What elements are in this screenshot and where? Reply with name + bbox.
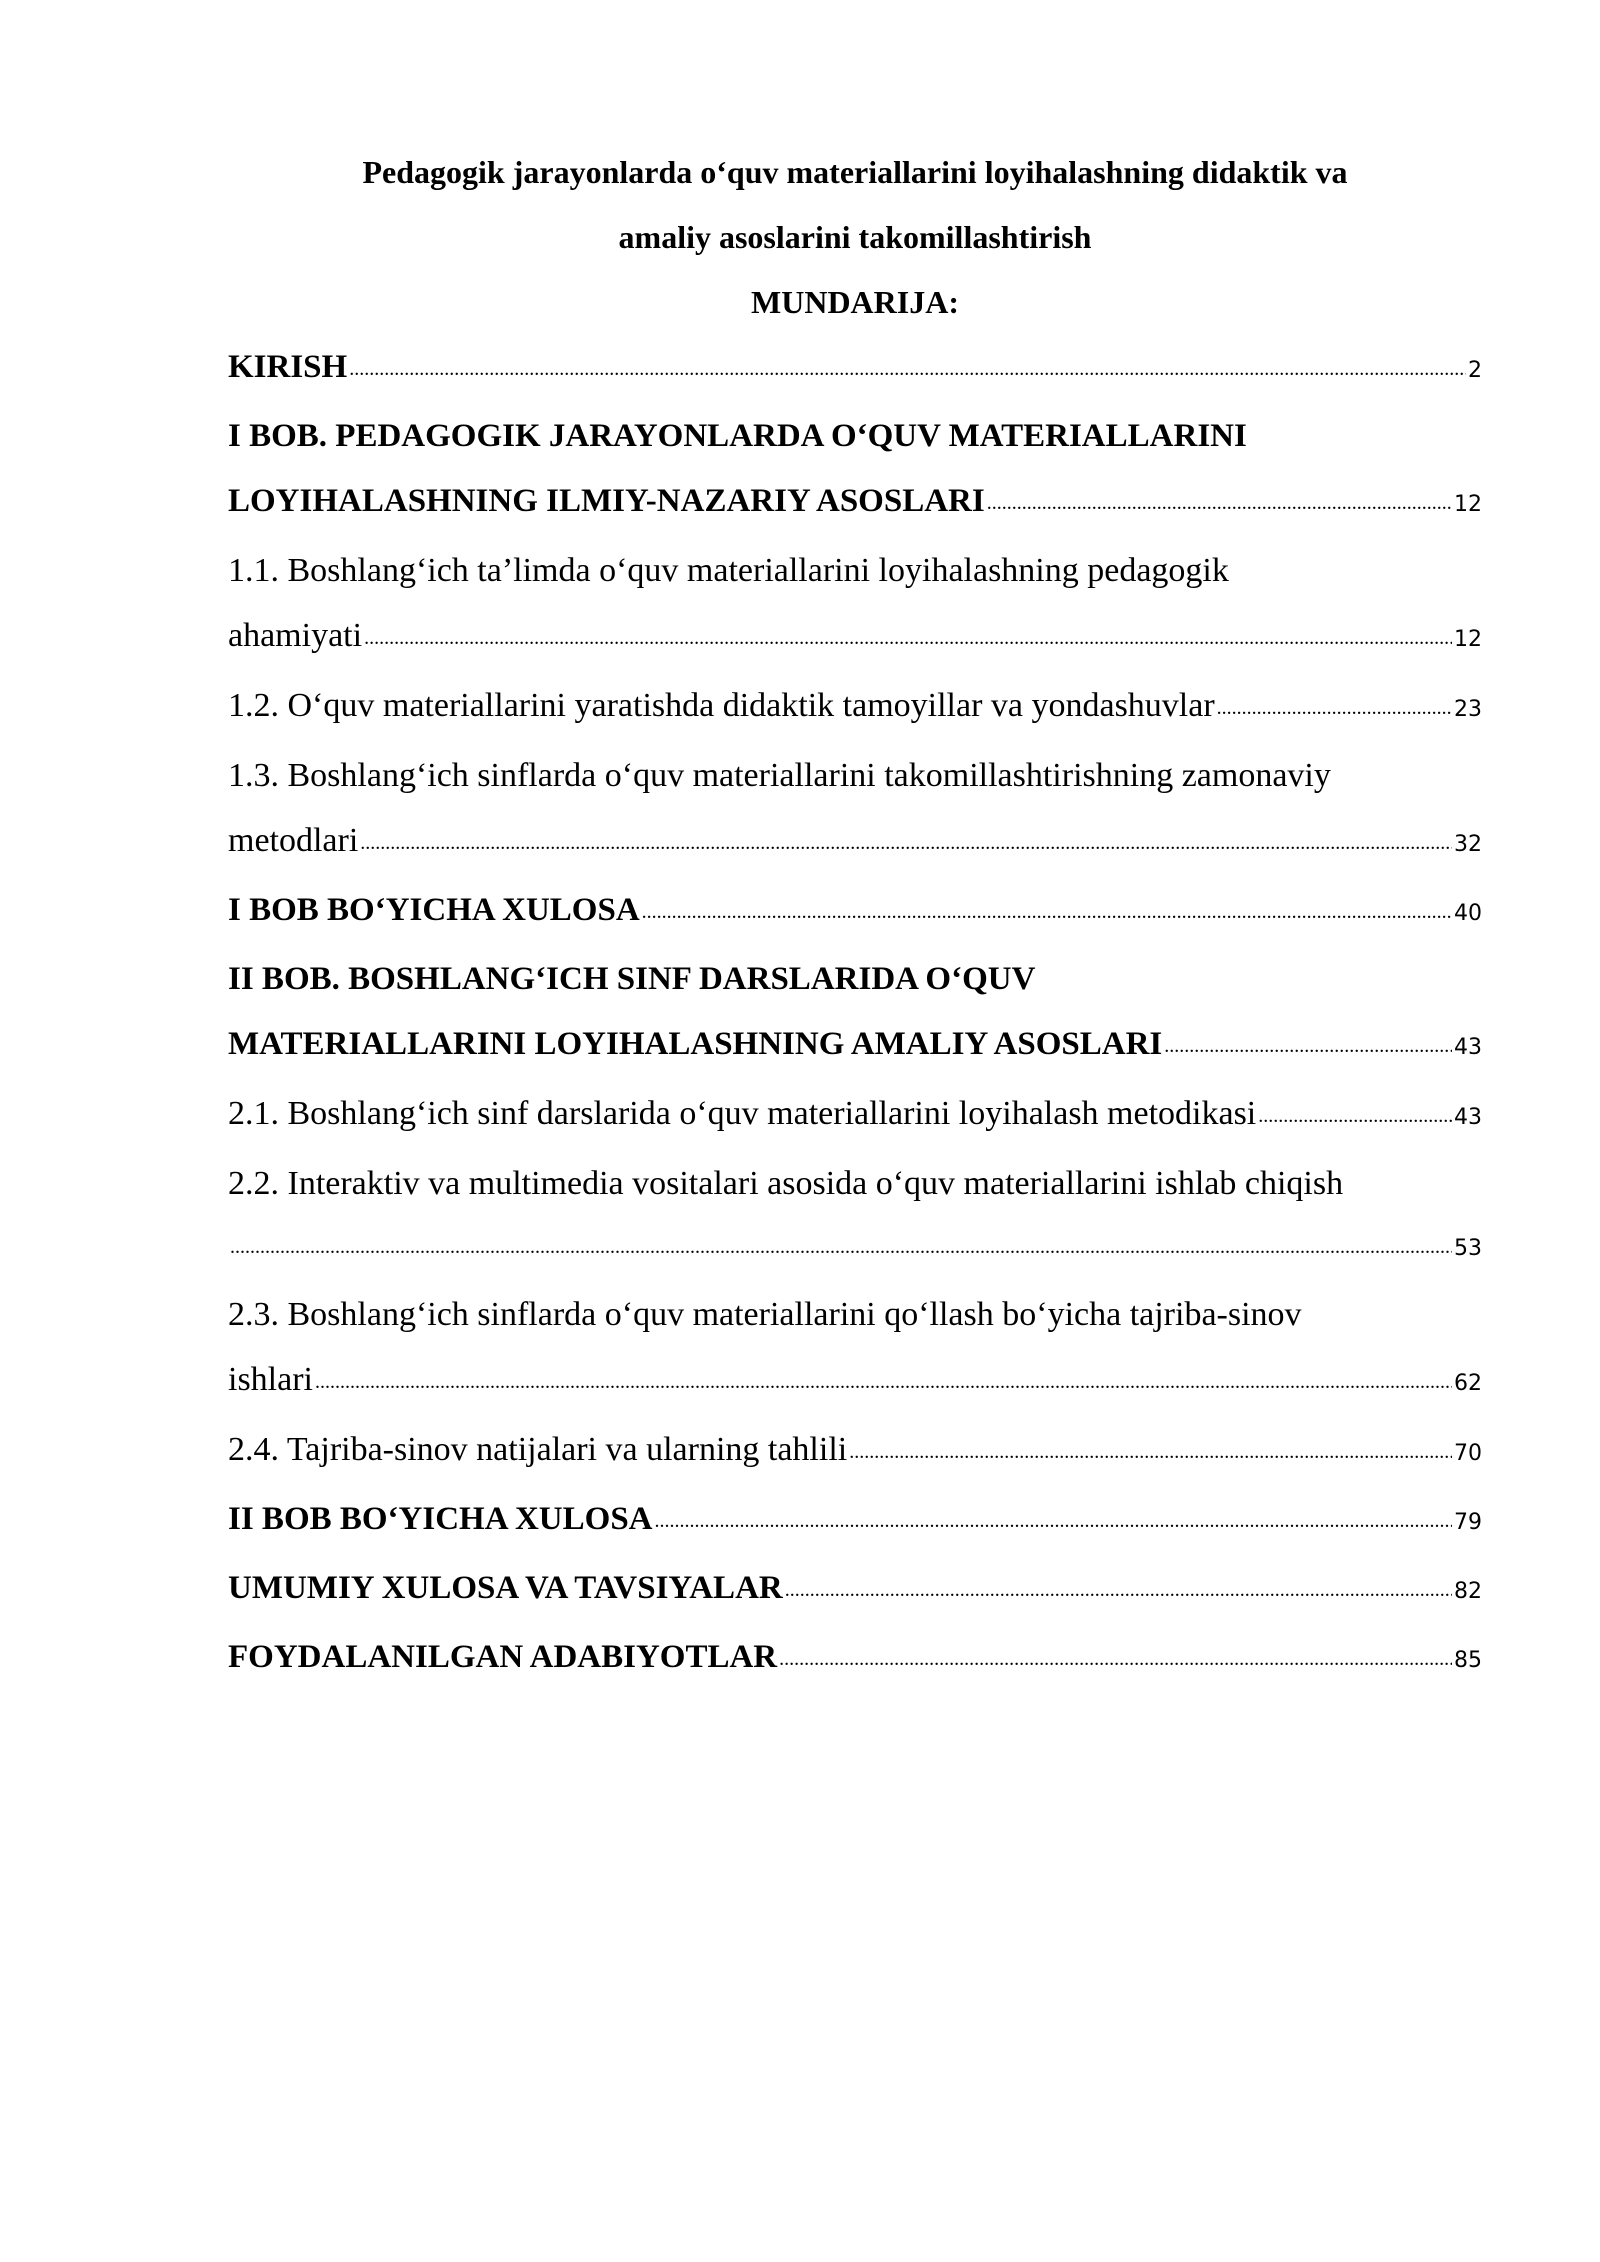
toc-entry-page-number: 32 [1454, 832, 1482, 857]
toc-entry [228, 404, 1482, 538]
toc-entry [228, 1487, 1482, 1556]
document-title-line2: amaliy asoslarini takomillashtirish [618, 219, 1092, 255]
dot-leader [349, 337, 1466, 402]
dot-leader [779, 1627, 1452, 1692]
toc-entry-line [228, 469, 1482, 538]
toc-entry-title: ishlari [228, 1361, 313, 1398]
toc-entry-title: LOYIHALASHNING ILMIY-NAZARIY ASOSLARI [228, 483, 985, 519]
toc-entry [228, 673, 1482, 743]
toc-entry-title-first-line: 2.2. Interaktiv va multimedia vositalari asosida o‘quv materiallarini ishlab chiqish [228, 1165, 1344, 1202]
dot-leader [1164, 1014, 1452, 1079]
toc-entry [228, 947, 1482, 1081]
toc-entry-line [228, 1081, 1482, 1151]
dot-leader [360, 811, 1452, 876]
dot-leader [849, 1420, 1452, 1485]
toc-entry-line [228, 335, 1482, 404]
toc-entry-title: 1.2. O‘quv materiallarini yaratishda didaktik tamoyillar va yondashuvlar [228, 687, 1215, 724]
toc-entry-line [228, 1347, 1482, 1417]
toc-entry-title: I BOB BO‘YICHA XULOSA [228, 892, 640, 928]
toc-entry-title: KIRISH [228, 349, 348, 385]
toc-entry-title-first-line: 2.3. Boshlang‘ich sinflarda o‘quv materiallarini qo‘llash bo‘yicha tajriba-sinov [228, 1296, 1302, 1333]
toc-entry-page-number: 70 [1454, 1441, 1482, 1466]
toc-entry-line [228, 673, 1482, 743]
toc-entry [228, 878, 1482, 947]
toc-entry-page-number: 40 [1454, 901, 1482, 926]
toc-entry-line [228, 1487, 1482, 1556]
toc-entry-line [228, 1417, 1482, 1487]
dot-leader [642, 880, 1452, 945]
toc-entry-line [228, 1216, 1482, 1282]
dot-leader [1258, 1084, 1452, 1149]
toc-entry-line [228, 1625, 1482, 1694]
toc-entry-title: UMUMIY XULOSA VA TAVSIYALAR [228, 1570, 783, 1606]
dot-leader [364, 606, 1452, 671]
toc-entry-line [228, 1012, 1482, 1081]
toc-entry [228, 1282, 1482, 1417]
toc-entry-title-first-line: 1.3. Boshlang‘ich sinflarda o‘quv materiallarini takomillashtirishning zamonaviy [228, 757, 1331, 794]
document-title-line1: Pedagogik jarayonlarda o‘quv materiallarini loyihalashning didaktik va [362, 154, 1348, 190]
toc-entry-page-number: 12 [1454, 492, 1482, 517]
toc-entry-page-number: 62 [1454, 1371, 1482, 1396]
toc-entry-title: 2.1. Boshlang‘ich sinf darslarida o‘quv materiallarini loyihalash metodikasi [228, 1095, 1257, 1132]
toc-heading: MUNDARIJA: [751, 284, 959, 320]
toc-entry-title: metodlari [228, 822, 359, 859]
toc-entry-page-number: 85 [1454, 1648, 1482, 1673]
toc-entry-page-number: 82 [1454, 1579, 1482, 1604]
toc-entry-title: 2.4. Tajriba-sinov natijalari va ularning tahlili [228, 1431, 848, 1468]
toc-entry-page-number: 43 [1454, 1035, 1482, 1060]
toc-entry-title: ahamiyati [228, 617, 363, 654]
toc-entry-page-number: 43 [1454, 1105, 1482, 1130]
toc-entry-title: II BOB BO‘YICHA XULOSA [228, 1501, 653, 1537]
toc-entry-title-first-line: I BOB. PEDAGOGIK JARAYONLARDA O‘QUV MATERIALLARINI [228, 418, 1247, 454]
toc-entry [228, 1417, 1482, 1487]
toc-entry-page-number: 23 [1454, 697, 1482, 722]
dot-leader [230, 1215, 1452, 1280]
toc-entry-page-number: 79 [1454, 1510, 1482, 1535]
document-page [228, 140, 1482, 1694]
toc-entry-page-number: 53 [1454, 1236, 1482, 1261]
toc-entry [228, 1081, 1482, 1151]
toc-entry [228, 538, 1482, 673]
toc-entry-page-number: 12 [1454, 627, 1482, 652]
toc-entry-title-first-line: 1.1. Boshlang‘ich ta’limda o‘quv materiallarini loyihalashning pedagogik [228, 552, 1229, 589]
toc-entry-title-first-line: II BOB. BOSHLANG‘ICH SINF DARSLARIDA O‘QUV [228, 961, 1036, 997]
dot-leader [785, 1558, 1452, 1623]
toc-entry [228, 743, 1482, 878]
toc-entry-page-number: 2 [1468, 358, 1482, 383]
dot-leader [315, 1350, 1452, 1415]
toc-entry [228, 1556, 1482, 1625]
toc-entry-line [228, 603, 1482, 673]
toc-entry [228, 335, 1482, 404]
dot-leader [1217, 676, 1452, 741]
toc-entry [228, 1625, 1482, 1694]
dot-leader [655, 1489, 1452, 1554]
toc-entry-title: MATERIALLARINI LOYIHALASHNING AMALIY ASOSLARI [228, 1026, 1163, 1062]
toc-entry [228, 1151, 1482, 1282]
document-title [228, 140, 1482, 270]
table-of-contents [228, 335, 1482, 1694]
toc-entry-line [228, 1556, 1482, 1625]
dot-leader [987, 471, 1452, 536]
toc-entry-line [228, 808, 1482, 878]
toc-entry-line [228, 878, 1482, 947]
toc-entry-title: FOYDALANILGAN ADABIYOTLAR [228, 1639, 778, 1675]
